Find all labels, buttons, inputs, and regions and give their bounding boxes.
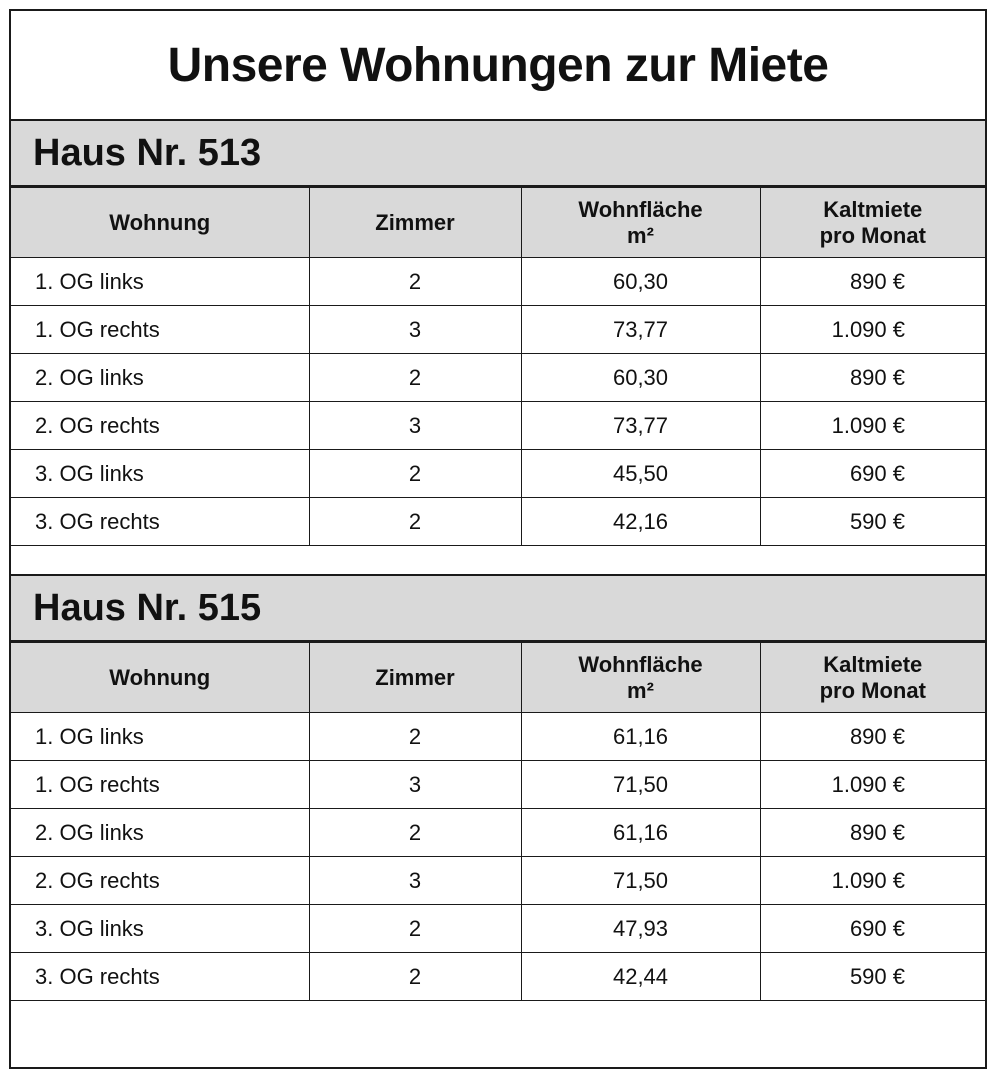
cell-unit: 2. OG rechts bbox=[11, 402, 309, 450]
cell-unit: 2. OG links bbox=[11, 809, 309, 857]
cell-rent: 590 € bbox=[760, 953, 985, 1001]
table-header-row bbox=[11, 643, 985, 713]
cell-rent: 690 € bbox=[760, 905, 985, 953]
cell-rooms: 2 bbox=[309, 498, 521, 546]
cell-rooms: 2 bbox=[309, 354, 521, 402]
house-title: Haus Nr. 513 bbox=[33, 131, 262, 174]
house-title: Haus Nr. 515 bbox=[33, 586, 262, 629]
table-row bbox=[11, 498, 985, 546]
cell-rooms: 2 bbox=[309, 713, 521, 761]
cell-rooms: 3 bbox=[309, 402, 521, 450]
cell-area: 71,50 bbox=[521, 761, 760, 809]
cell-rooms: 2 bbox=[309, 450, 521, 498]
cell-area: 47,93 bbox=[521, 905, 760, 953]
section-spacer bbox=[11, 546, 985, 576]
cell-rent: 1.090 € bbox=[760, 761, 985, 809]
cell-unit: 1. OG links bbox=[11, 258, 309, 306]
column-header-rent-line2: pro Monat bbox=[819, 222, 926, 248]
cell-rent: 1.090 € bbox=[760, 857, 985, 905]
cell-rooms: 3 bbox=[309, 761, 521, 809]
column-header-area-line2: m² bbox=[627, 222, 654, 248]
cell-rent: 890 € bbox=[760, 354, 985, 402]
cell-area: 60,30 bbox=[521, 354, 760, 402]
column-header-area-line2: m² bbox=[627, 677, 654, 703]
column-header-rent-line1: Kaltmiete bbox=[823, 196, 923, 222]
cell-area: 42,16 bbox=[521, 498, 760, 546]
column-header-rooms bbox=[309, 643, 521, 713]
cell-rent: 1.090 € bbox=[760, 306, 985, 354]
cell-rooms: 2 bbox=[309, 953, 521, 1001]
cell-rooms: 2 bbox=[309, 905, 521, 953]
cell-area: 45,50 bbox=[521, 450, 760, 498]
cell-rent: 690 € bbox=[760, 450, 985, 498]
column-header-rooms-line1: Zimmer bbox=[375, 664, 455, 690]
table-row bbox=[11, 713, 985, 761]
cell-rooms: 3 bbox=[309, 857, 521, 905]
column-header-unit bbox=[11, 643, 309, 713]
column-header-rent-line1: Kaltmiete bbox=[823, 651, 923, 677]
page-title: Unsere Wohnungen zur Miete bbox=[167, 38, 829, 92]
cell-rent: 1.090 € bbox=[760, 402, 985, 450]
cell-rent: 890 € bbox=[760, 809, 985, 857]
column-header-rent bbox=[760, 188, 985, 258]
table-row bbox=[11, 258, 985, 306]
cell-area: 60,30 bbox=[521, 258, 760, 306]
cell-area: 42,44 bbox=[521, 953, 760, 1001]
cell-area: 73,77 bbox=[521, 306, 760, 354]
cell-unit: 1. OG rechts bbox=[11, 306, 309, 354]
cell-unit: 1. OG links bbox=[11, 713, 309, 761]
table-row bbox=[11, 450, 985, 498]
apartments-table bbox=[11, 642, 985, 1001]
table-row bbox=[11, 857, 985, 905]
cell-unit: 2. OG rechts bbox=[11, 857, 309, 905]
table-row bbox=[11, 761, 985, 809]
title-bar bbox=[11, 11, 985, 121]
cell-unit: 3. OG links bbox=[11, 905, 309, 953]
house-header bbox=[11, 576, 985, 642]
column-header-rooms bbox=[309, 188, 521, 258]
house-header bbox=[11, 121, 985, 187]
table-row bbox=[11, 402, 985, 450]
table-row bbox=[11, 905, 985, 953]
houses-container bbox=[11, 121, 985, 1031]
cell-rooms: 2 bbox=[309, 809, 521, 857]
column-header-area bbox=[521, 188, 760, 258]
rental-listing-frame bbox=[9, 9, 987, 1069]
cell-rooms: 3 bbox=[309, 306, 521, 354]
cell-unit: 2. OG links bbox=[11, 354, 309, 402]
cell-rent: 890 € bbox=[760, 258, 985, 306]
cell-area: 61,16 bbox=[521, 713, 760, 761]
table-row bbox=[11, 354, 985, 402]
cell-rent: 890 € bbox=[760, 713, 985, 761]
column-header-area-line1: Wohnfläche bbox=[578, 651, 703, 677]
table-row bbox=[11, 306, 985, 354]
column-header-rent bbox=[760, 643, 985, 713]
table-row bbox=[11, 809, 985, 857]
cell-unit: 3. OG links bbox=[11, 450, 309, 498]
cell-rent: 590 € bbox=[760, 498, 985, 546]
cell-unit: 1. OG rechts bbox=[11, 761, 309, 809]
column-header-unit bbox=[11, 188, 309, 258]
column-header-unit-line1: Wohnung bbox=[109, 664, 211, 690]
cell-area: 61,16 bbox=[521, 809, 760, 857]
apartments-table bbox=[11, 187, 985, 546]
table-row bbox=[11, 953, 985, 1001]
cell-unit: 3. OG rechts bbox=[11, 953, 309, 1001]
section-spacer bbox=[11, 1001, 985, 1031]
cell-rooms: 2 bbox=[309, 258, 521, 306]
table-header-row bbox=[11, 188, 985, 258]
column-header-area bbox=[521, 643, 760, 713]
column-header-rooms-line1: Zimmer bbox=[375, 209, 455, 235]
cell-unit: 3. OG rechts bbox=[11, 498, 309, 546]
cell-area: 71,50 bbox=[521, 857, 760, 905]
column-header-unit-line1: Wohnung bbox=[109, 209, 211, 235]
column-header-area-line1: Wohnfläche bbox=[578, 196, 703, 222]
cell-area: 73,77 bbox=[521, 402, 760, 450]
column-header-rent-line2: pro Monat bbox=[819, 677, 926, 703]
